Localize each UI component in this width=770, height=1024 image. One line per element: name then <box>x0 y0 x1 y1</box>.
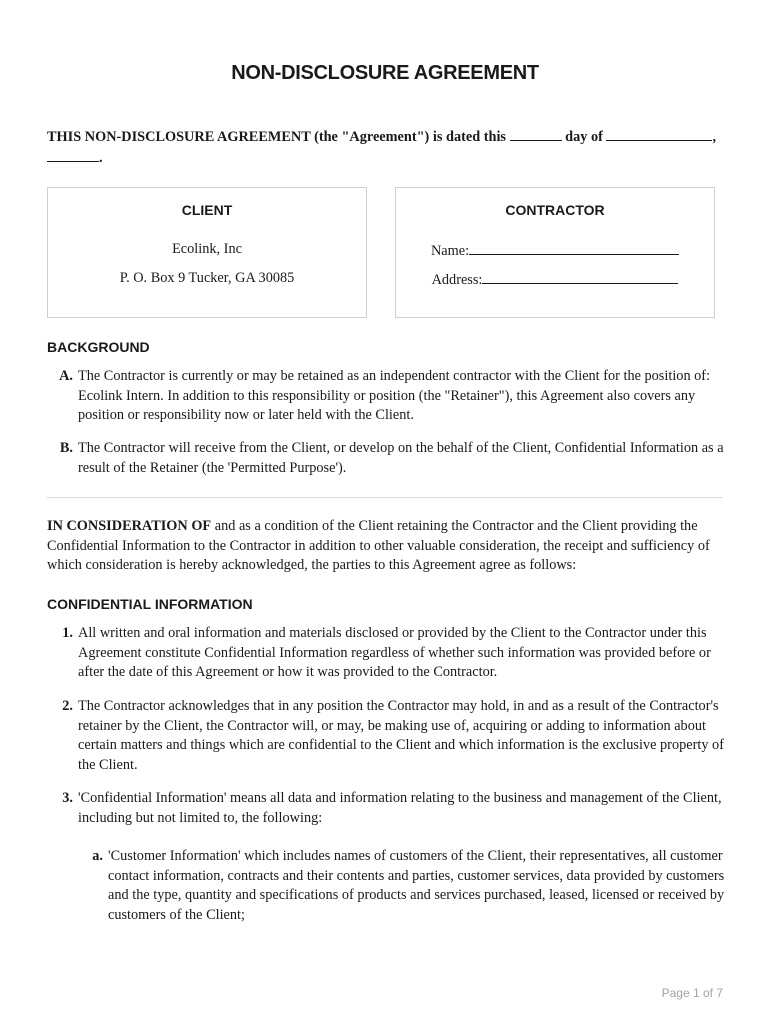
contractor-address-label: Address: <box>431 272 483 288</box>
section-divider <box>47 497 723 498</box>
background-item-a <box>47 367 727 426</box>
contractor-heading: CONTRACTOR <box>505 202 605 218</box>
confidential-heading: CONFIDENTIAL INFORMATION <box>47 596 253 612</box>
consideration-paragraph <box>47 517 727 576</box>
page-number: Page 1 of 7 <box>661 986 723 1000</box>
contractor-name-label: Name: <box>430 243 470 259</box>
item-text: 'Customer Information' which includes names of customers of the Client, their representatives, all customer contact information, contracts and their contents and parties, customer services, data provided by customers and the type, quantity and specifications of products and services purchased, leased, licensed or received by customers of the Client; <box>108 848 725 923</box>
confidential-item-1 <box>47 624 727 683</box>
intro-period: . <box>99 150 103 166</box>
agreement-intro <box>47 127 727 169</box>
item-marker: 1. <box>62 625 73 641</box>
item-marker: B. <box>59 440 73 456</box>
intro-prefix: THIS NON-DISCLOSURE AGREEMENT (the "Agreement") is dated this <box>47 129 506 145</box>
client-address: P. O. Box 9 Tucker, GA 30085 <box>119 270 295 286</box>
contractor-name-row <box>396 241 714 260</box>
year-blank[interactable] <box>47 148 99 162</box>
intro-comma: , <box>712 129 717 145</box>
consideration-text: and as a condition of the Client retaining the Contractor and the Client providing the Confidential Information to the Contractor in addition to other valuable consideration, the receipt and sufficiency of which consideration is hereby acknowledged, the parties to this Agreement agree as follows: <box>47 518 710 573</box>
background-heading: BACKGROUND <box>47 339 150 355</box>
document-title: NON-DISCLOSURE AGREEMENT <box>231 62 539 84</box>
item-marker: 2. <box>62 698 73 714</box>
month-blank[interactable] <box>606 127 712 141</box>
client-name: Ecolink, Inc <box>172 241 242 257</box>
contractor-name-field[interactable] <box>469 241 679 255</box>
item-text: All written and oral information and materials disclosed or provided by the Client to the Contractor under this Agreement constitute Confidential Information regardless of whether such information was provided before or after the date of this Agreement or how it was provided to the Contractor. <box>78 625 711 680</box>
day-blank[interactable] <box>510 127 562 141</box>
client-box <box>47 187 367 318</box>
contractor-address-row <box>396 270 714 289</box>
contractor-address-field[interactable] <box>482 270 678 284</box>
item-text: 'Confidential Information' means all data and information relating to the business and management of the Client, including but not limited to, the following: <box>78 790 722 826</box>
client-heading: CLIENT <box>181 202 233 218</box>
item-marker: 3. <box>62 790 73 806</box>
confidential-item-2 <box>47 697 727 775</box>
item-text: The Contractor will receive from the Client, or develop on the behalf of the Client, Confidential Information as a result of the Retainer (the 'Permitted Purpose'). <box>78 440 724 476</box>
item-text: The Contractor acknowledges that in any position the Contractor may hold, in and as a result of the Contractor's retainer by the Client, the Contractor will, or may, be making use of, acquiring or adding to information about certain matters and things which are confidential to the Client and which information is the exclusive property of the Client. <box>78 698 724 773</box>
item-marker: a. <box>92 848 103 864</box>
confidential-item-3 <box>47 789 727 828</box>
item-marker: A. <box>59 368 73 384</box>
item-text: The Contractor is currently or may be retained as an independent contractor with the Client for the position of: Ecolink Intern. In addition to this responsibility or position (the "Retainer"), this Agreement also covers any position or responsibility now or later held with the Client. <box>78 368 711 423</box>
background-item-b <box>47 439 727 478</box>
consideration-lead: IN CONSIDERATION OF <box>47 518 212 534</box>
intro-day-label: day of <box>565 129 603 145</box>
confidential-subitem-a <box>47 847 727 925</box>
contractor-box <box>395 187 715 318</box>
